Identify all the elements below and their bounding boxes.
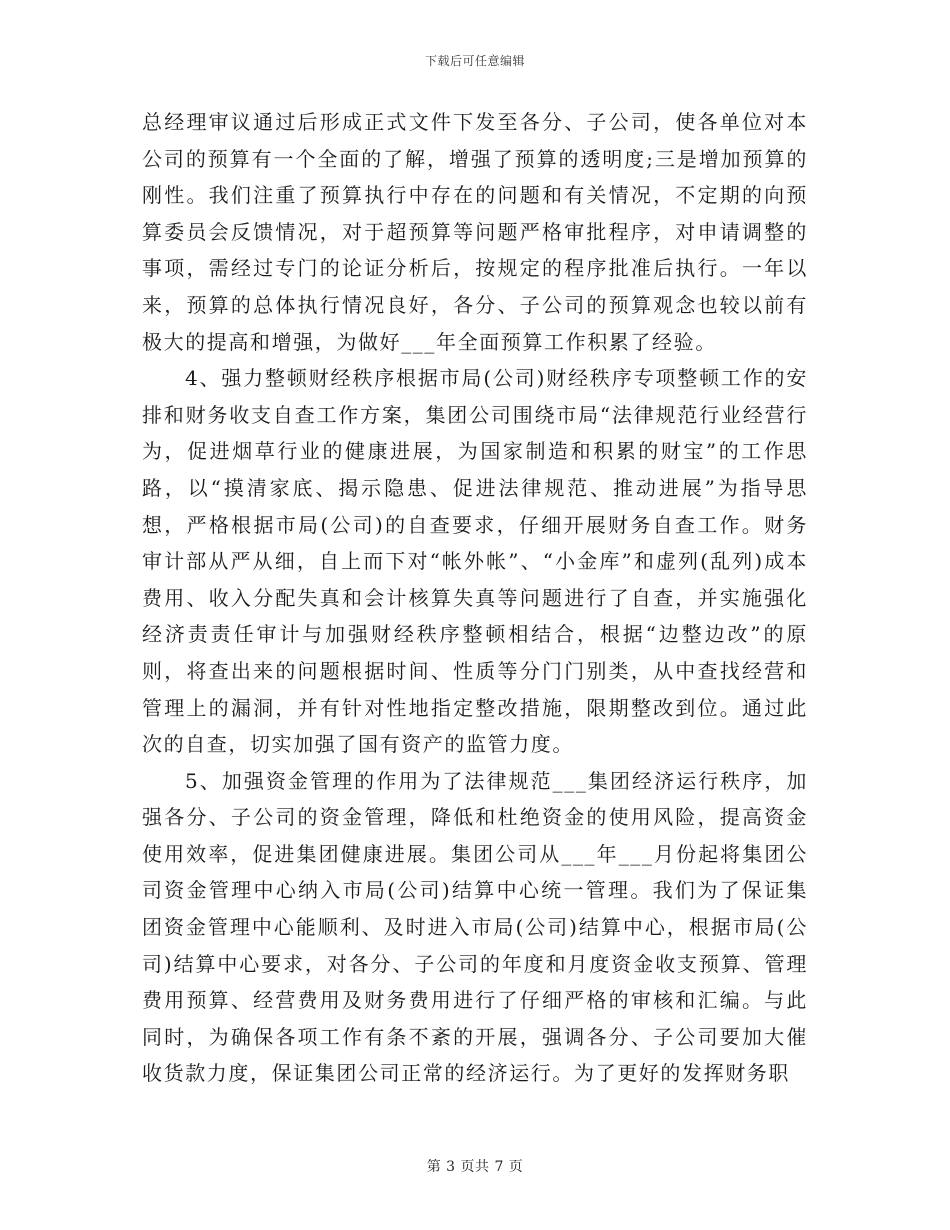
document-body xyxy=(142,104,808,1092)
paragraph-fund-management: 5、加强资金管理的作用为了法律规范___集团经济运行秩序，加强各分、子公司的资金管理，降低和杜绝资金的使用风险，提高资金使用效率，促进集团健康进展。集团公司从___年___月份起将集团公司资金管理中心纳入市局(公司)结算中心统一管理。我们为了保证集团资金管理中心能顺利、及时进入市局(公司)结算中心，根据市局(公司)结算中心要求，对各分、子公司的年度和月度资金收支预算、管理费用预算、经营费用及财务费用进行了仔细严格的审核和汇编。与此同时，为确保各项工作有条不紊的开展，强调各分、子公司要加大催收货款力度，保证集团公司正常的经济运行。为了更好的发挥财务职 xyxy=(142,768,808,1086)
paragraph-financial-order: 4、强力整顿财经秩序根据市局(公司)财经秩序专项整顿工作的安排和财务收支自查工作方案，集团公司围绕市局“法律规范行业经营行为，促进烟草行业的健康进展，为国家制造和积累的财宝”的工作思路，以“摸清家底、揭示隐患、促进法律规范、推动进展”为指导思想，严格根据市局(公司)的自查要求，仔细开展财务自查工作。财务审计部从严从细，自上而下对“帐外帐”、“小金库”和虚列(乱列)成本费用、收入分配失真和会计核算失真等问题进行了自查，并实施强化经济责责任审计与加强财经秩序整顿相结合，根据“边整边改”的原则，将查出来的问题根据时间、性质等分门门别类，从中查找经营和管理上的漏洞，并有针对性地指定整改措施，限期整改到位。通过此次的自查，切实加强了国有资产的监管力度。 xyxy=(142,366,808,757)
paragraph-budget-continuation: 总经理审议通过后形成正式文件下发至各分、子公司，使各单位对本公司的预算有一个全面的了解，增强了预算的透明度;三是增加预算的刚性。我们注重了预算执行中存在的问题和有关情况，不定期的向预算委员会反馈情况，对于超预算等问题严格审批程序，对申请调整的事项，需经过专门的论证分析后，按规定的程序批准后执行。一年以来，预算的总体执行情况良好，各分、子公司的预算观念也较以前有极大的提高和增强，为做好___年全面预算工作积累了经验。 xyxy=(142,110,808,354)
page-number: 第 3 页共 7 页 xyxy=(426,1159,524,1175)
page-header: 下载后可任意编辑 xyxy=(424,54,525,68)
